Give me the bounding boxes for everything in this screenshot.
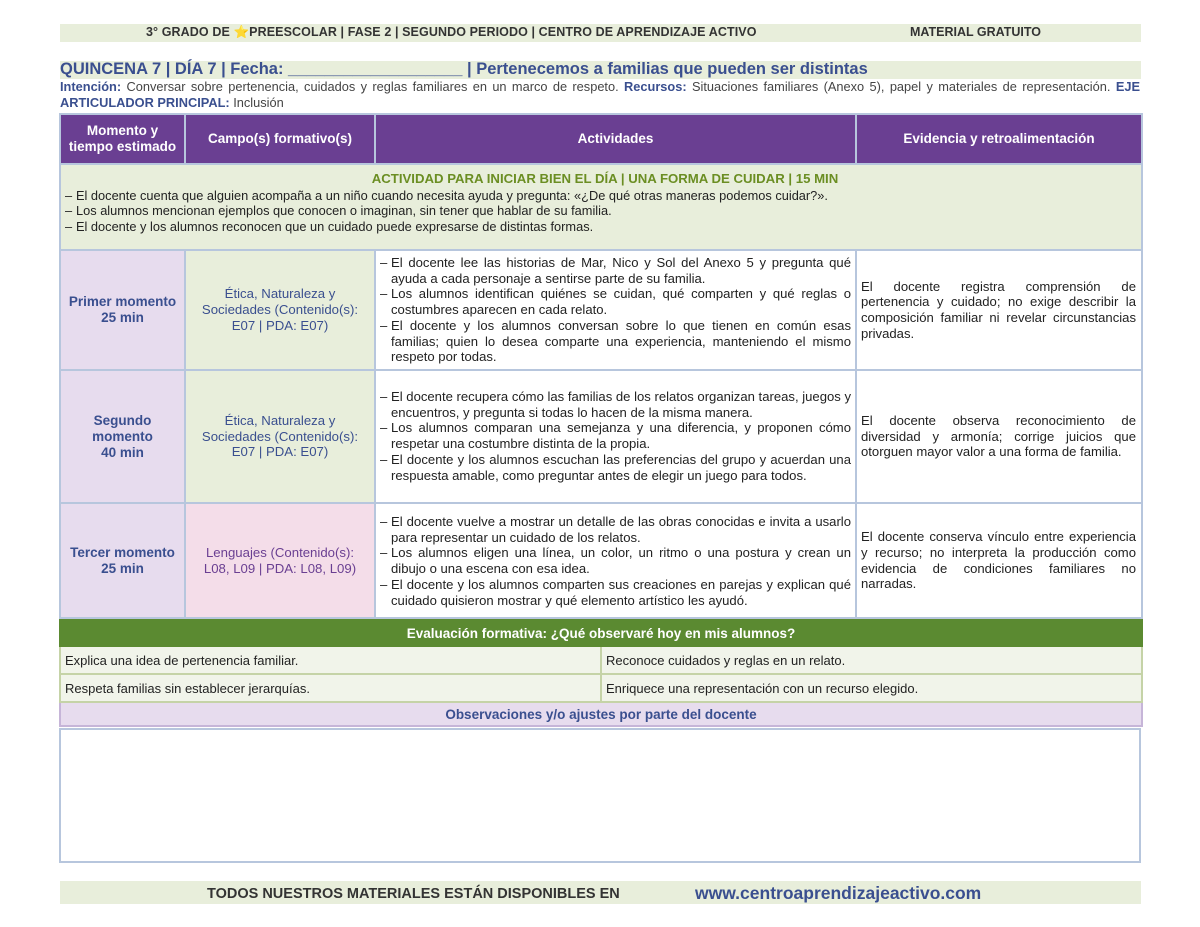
observations-title: Observaciones y/o ajustes por parte del docente [60,702,1142,726]
header-actividades: Actividades [375,114,856,164]
evaluation-item: Reconoce cuidados y reglas en un relato. [601,646,1142,674]
observations-box[interactable] [59,728,1141,863]
actividades-cell [375,250,856,370]
starter-title: ACTIVIDAD PARA INICIAR BIEN EL DÍA | UNA FORMA DE CUIDAR | 15 MIN [371,171,839,186]
evaluation-item: Respeta familias sin establecer jerarquías. [60,674,601,702]
tiempo-label: 25 min [101,310,144,325]
campo-cell: Lenguajes (Contenido(s): L08, L09 | PDA: L08, L09) [185,503,375,618]
header-title [146,25,757,40]
free-material-label: MATERIAL GRATUITO [910,25,1042,39]
campo-cell: Ética, Naturaleza y Sociedades (Contenido(s): E07 | PDA: E07) [185,370,375,503]
evidencia-cell: El docente registra comprensión de pertenencia y cuidado; no exige describir la composición familiar ni revelar circunstancias privadas. [856,250,1142,370]
starter-list [65,188,1137,235]
list-item: – El docente y los alumnos escuchan las preferencias del grupo y acuerdan una respuesta amable, como preguntar antes de elegir un juego para todos. [380,452,851,483]
eje-label: EJE ARTICULADOR PRINCIPAL: [60,79,1141,110]
list-item: – El docente y los alumnos reconocen que un cuidado puede expresarse de distintas formas. [65,219,1137,235]
footer-url-link[interactable]: www.centroaprendizajeactivo.com [695,883,982,903]
header-evidencia: Evidencia y retroalimentación [856,114,1142,164]
activities-list [380,389,851,483]
table-row [60,370,1142,503]
footer-text: TODOS NUESTROS MATERIALES ESTÁN DISPONIBLES EN [207,886,620,902]
momento-cell [60,250,185,370]
header-momento: Momento y tiempo estimado [60,114,185,164]
actividades-cell [375,370,856,503]
grade-label: 3° GRADO DE [146,25,234,39]
recursos-label: Recursos: [624,79,687,94]
evaluation-item: Enriquece una representación con un recurso elegido. [601,674,1142,702]
momento-label: Tercer momento [70,544,175,560]
starter-row [60,164,1142,250]
table-row [60,250,1142,370]
intro-paragraph [60,79,1140,110]
star-icon: ⭐ [233,25,250,39]
page-title: QUINCENA 7 | DÍA 7 | Fecha: ___________________ | Pertenecemos a familias que pueden ser distintas [60,60,868,78]
list-item: – El docente y los alumnos comparten sus creaciones en parejas y explican qué cuidado quisieron mostrar y qué elemento artístico les ayudó. [380,577,851,608]
actividades-cell [375,503,856,618]
eje-text: Inclusión [229,94,284,110]
evaluation-item: Explica una idea de pertenencia familiar. [60,646,601,674]
momento-cell [60,503,185,618]
list-item: – Los alumnos comparan una semejanza y una diferencia, y proponen cómo respetar una costumbre distinta de la propia. [380,420,851,451]
intencion-text: Conversar sobre pertenencia, cuidados y reglas familiares en un marco de respeto. [121,79,625,94]
header-campo: Campo(s) formativo(s) [185,114,375,164]
recursos-text: Situaciones familiares (Anexo 5), papel y materiales de representación. [686,79,1116,94]
activities-list [380,255,851,365]
tiempo-label: 40 min [101,444,144,460]
list-item: – Los alumnos eligen una línea, un color, un ritmo o una postura y crean un dibujo o una escena con esa idea. [380,545,851,576]
campo-cell: Ética, Naturaleza y Sociedades (Contenido(s): E07 | PDA: E07) [185,250,375,370]
list-item: – Los alumnos mencionan ejemplos que conocen o imaginan, sin tener que hablar de su familia. [65,203,1137,219]
list-item: – El docente recupera cómo las familias de los relatos organizan tareas, juegos y encuentros, y pregunta si todas lo hacen de la misma manera. [380,389,851,420]
table-header-row [60,114,1142,164]
evidencia-cell: El docente conserva vínculo entre experiencia y recurso; no interpreta la producción como evidencia de condiciones familiares no narradas. [856,503,1142,618]
activities-table [59,113,1143,619]
evidencia-cell: El docente observa reconocimiento de diversidad y armonía; corrige juicios que otorguen mayor valor a una forma de familia. [856,370,1142,503]
program-label: PREESCOLAR | FASE 2 | SEGUNDO PERIODO | CENTRO DE APRENDIZAJE ACTIVO [249,25,757,39]
list-item: – El docente lee las historias de Mar, Nico y Sol del Anexo 5 y pregunta qué ayuda a cada personaje a sentirse parte de su familia. [380,255,851,286]
momento-label: Primer momento [68,294,177,309]
tiempo-label: 25 min [101,560,144,576]
momento-label: Segundo momento [92,412,153,444]
starter-cell [60,164,1142,250]
table-row [60,503,1142,618]
activities-list [380,514,851,608]
intencion-label: Intención: [60,79,122,94]
evaluation-title: Evaluación formativa: ¿Qué observaré hoy en mis alumnos? [60,620,1142,646]
momento-cell [60,370,185,503]
list-item: – Los alumnos identifican quiénes se cuidan, qué comparten y qué reglas o costumbres aparecen en cada relato. [380,286,851,317]
evaluation-table [59,619,1143,727]
list-item: – El docente y los alumnos conversan sobre lo que tienen en común esas familias; quien lo desea comparte una experiencia, manteniendo el mismo respeto por todas. [380,318,851,365]
list-item: – El docente cuenta que alguien acompaña a un niño cuando necesita ayuda y pregunta: «¿De qué otras maneras podemos cuidar?». [65,188,1137,204]
footer-band [60,881,1141,904]
list-item: – El docente vuelve a mostrar un detalle de las obras conocidas e invita a usarlo para representar un cuidado de los relatos. [380,514,851,545]
header-band [60,24,1141,42]
